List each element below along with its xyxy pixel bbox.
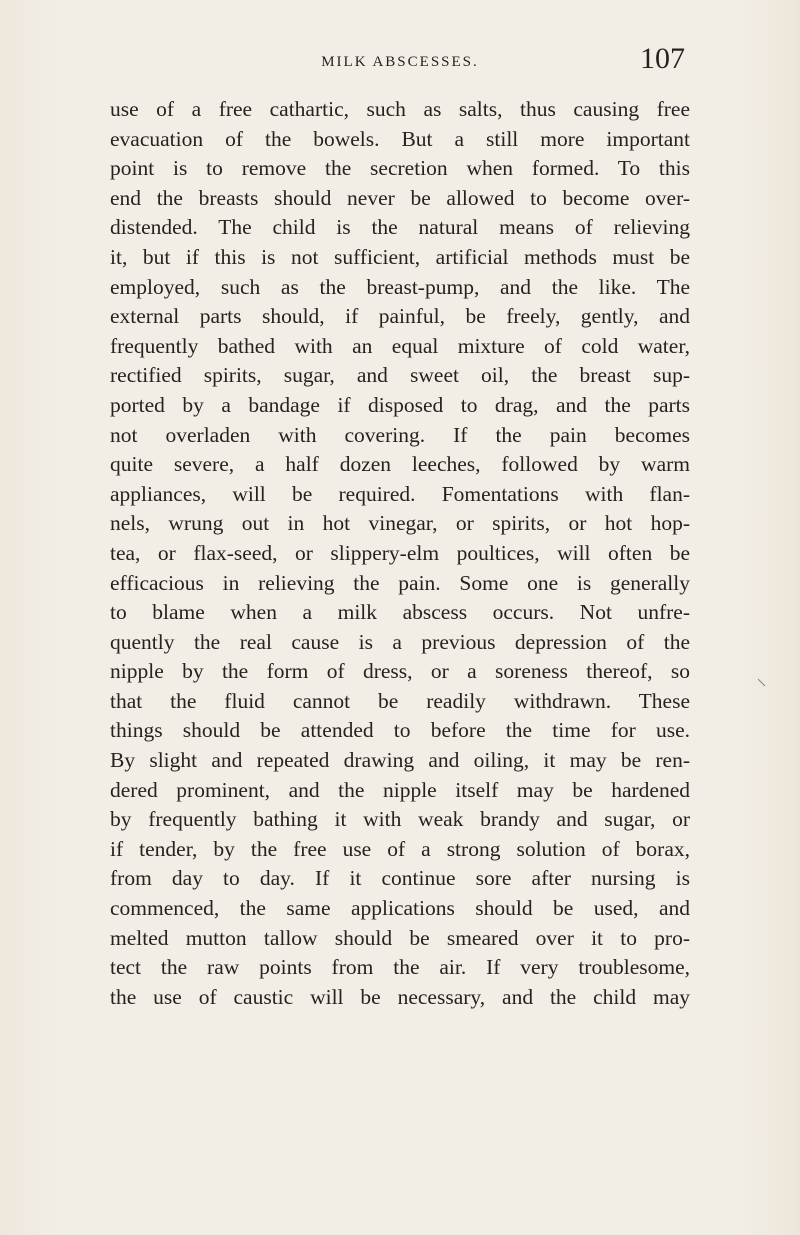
text-line: it, but if this is not sufficient, artificial methods must be bbox=[110, 244, 690, 269]
text-line: By slight and repeated drawing and oiling, it may be ren- bbox=[110, 748, 690, 773]
text-line: by frequently bathing it with weak brandy and sugar, or bbox=[110, 807, 690, 832]
text-line: commenced, the same applications should be used, and bbox=[110, 896, 690, 921]
text-line: quently the real cause is a previous depression of the bbox=[110, 629, 690, 654]
running-head: MILK ABSCESSES. bbox=[321, 54, 479, 70]
text-line: distended. The child is the natural means of relieving bbox=[110, 215, 690, 240]
text-line: not overladen with covering. If the pain becomes bbox=[110, 422, 690, 447]
text-line: things should be attended to before the time for use. bbox=[110, 718, 690, 743]
text-line: tea, or flax-seed, or slippery-elm poultices, will often be bbox=[110, 540, 690, 565]
text-line: point is to remove the secretion when formed. To this bbox=[110, 156, 690, 181]
body-text bbox=[110, 95, 690, 1012]
text-line: quite severe, a half dozen leeches, followed by warm bbox=[110, 452, 690, 477]
text-line: dered prominent, and the nipple itself may be hardened bbox=[110, 777, 690, 802]
page-header bbox=[115, 44, 685, 84]
text-line: that the fluid cannot be readily withdrawn. These bbox=[110, 688, 690, 713]
text-line: to blame when a milk abscess occurs. Not unfre- bbox=[110, 600, 690, 625]
text-line: melted mutton tallow should be smeared over it to pro- bbox=[110, 925, 690, 950]
text-line: evacuation of the bowels. But a still more important bbox=[110, 126, 690, 151]
text-line: use of a free cathartic, such as salts, thus causing free bbox=[110, 97, 690, 121]
text-line: from day to day. If it continue sore after nursing is bbox=[110, 866, 690, 891]
text-line: employed, such as the breast-pump, and the like. The bbox=[110, 274, 690, 299]
text-line: end the breasts should never be allowed to become over- bbox=[110, 185, 690, 210]
text-line: rectified spirits, sugar, and sweet oil, the breast sup- bbox=[110, 363, 690, 388]
text-line: frequently bathed with an equal mixture of cold water, bbox=[110, 333, 690, 358]
text-line: ported by a bandage if disposed to drag, and the parts bbox=[110, 392, 690, 417]
text-line: if tender, by the free use of a strong solution of borax, bbox=[110, 836, 690, 861]
text-line: external parts should, if painful, be freely, gently, and bbox=[110, 304, 690, 329]
text-line: appliances, will be required. Fomentations with flan- bbox=[110, 481, 690, 506]
margin-mark bbox=[757, 678, 767, 688]
text-line: nels, wrung out in hot vinegar, or spirits, or hot hop- bbox=[110, 511, 690, 536]
text-line: nipple by the form of dress, or a soreness thereof, so bbox=[110, 659, 690, 684]
page-number: 107 bbox=[640, 42, 685, 75]
text-line: tect the raw points from the air. If very troublesome, bbox=[110, 955, 690, 980]
text-line: efficacious in relieving the pain. Some one is generally bbox=[110, 570, 690, 595]
text-line: the use of caustic will be necessary, and the child may bbox=[110, 984, 690, 1009]
